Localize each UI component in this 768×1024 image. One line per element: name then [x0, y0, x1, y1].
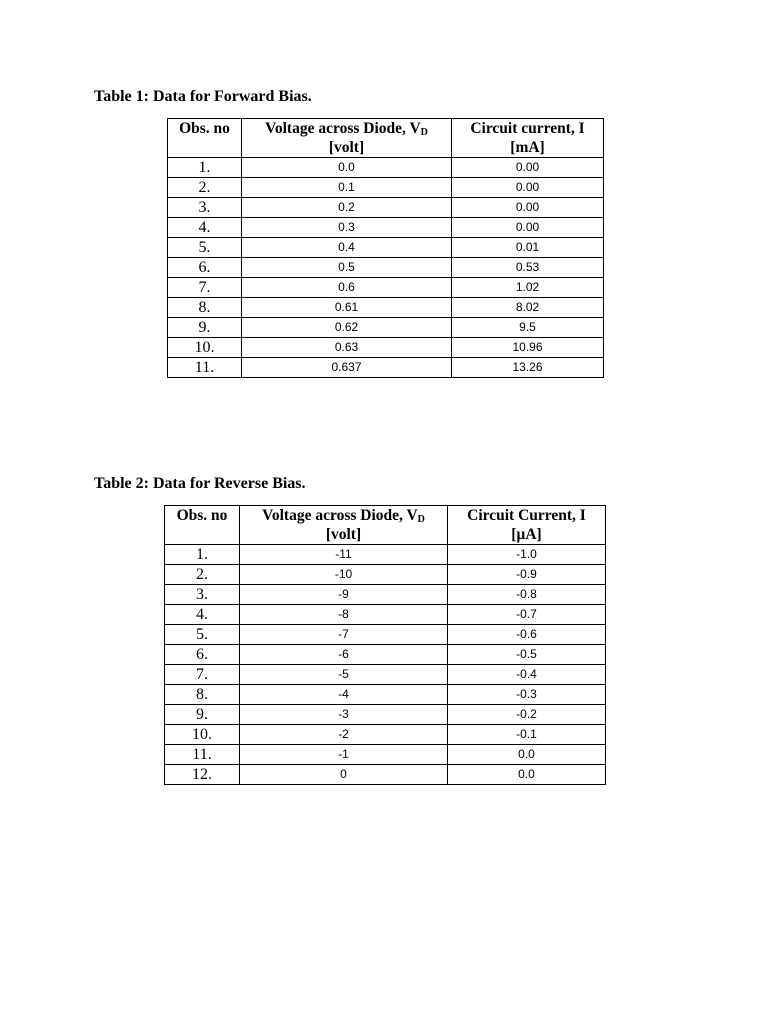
table-row [165, 705, 606, 725]
table-row [168, 278, 604, 298]
obs-no-cell: 10. [168, 338, 242, 358]
obs-no-cell: 4. [165, 605, 240, 625]
table-row [165, 725, 606, 745]
forward-bias-table [167, 118, 604, 378]
current-cell: 0.0 [448, 745, 606, 765]
obs-no-cell: 3. [165, 585, 240, 605]
current-cell: -0.8 [448, 585, 606, 605]
obs-no-cell: 8. [168, 298, 242, 318]
table-row [168, 258, 604, 278]
table-header-row [168, 119, 604, 158]
voltage-cell: -10 [240, 565, 448, 585]
current-cell: 13.26 [452, 358, 604, 378]
voltage-cell: 0.637 [242, 358, 452, 378]
current-cell: 0.00 [452, 198, 604, 218]
obs-no-cell: 9. [168, 318, 242, 338]
voltage-cell: 0.1 [242, 178, 452, 198]
obs-no-cell: 6. [168, 258, 242, 278]
current-cell: 1.02 [452, 278, 604, 298]
current-cell: 8.02 [452, 298, 604, 318]
obs-no-header [168, 119, 242, 158]
voltage-cell: 0.6 [242, 278, 452, 298]
table-row [165, 765, 606, 785]
current-cell: 0.00 [452, 218, 604, 238]
table-row [165, 585, 606, 605]
current-cell: -0.5 [448, 645, 606, 665]
voltage-cell: -3 [240, 705, 448, 725]
table-row [168, 198, 604, 218]
current-cell: 9.5 [452, 318, 604, 338]
voltage-header [240, 506, 448, 545]
voltage-cell: 0.61 [242, 298, 452, 318]
table-row [165, 645, 606, 665]
obs-no-cell: 11. [168, 358, 242, 378]
obs-no-cell: 11. [165, 745, 240, 765]
current-cell: -0.1 [448, 725, 606, 745]
table-row [165, 565, 606, 585]
table-row [168, 238, 604, 258]
table1-caption: Table 1: Data for Forward Bias. [94, 88, 312, 105]
table-row [168, 318, 604, 338]
voltage-header-unit: [volt] [325, 526, 362, 543]
voltage-header [242, 119, 452, 158]
table-row [165, 745, 606, 765]
voltage-cell: -11 [240, 545, 448, 565]
voltage-cell: 0.2 [242, 198, 452, 218]
voltage-header-subscript: D [420, 127, 428, 138]
obs-no-cell: 7. [168, 278, 242, 298]
obs-no-cell: 6. [165, 645, 240, 665]
current-cell: 0.00 [452, 178, 604, 198]
current-header-unit: [mA] [510, 139, 545, 156]
table-row [168, 338, 604, 358]
table-row [165, 545, 606, 565]
voltage-header-label: Voltage across Diode, V [265, 120, 421, 137]
voltage-cell: -6 [240, 645, 448, 665]
current-cell: -1.0 [448, 545, 606, 565]
table-row [168, 158, 604, 178]
voltage-cell: -1 [240, 745, 448, 765]
table-row [165, 665, 606, 685]
forward-bias-table-body [168, 158, 604, 378]
current-cell: -0.9 [448, 565, 606, 585]
obs-no-cell: 1. [165, 545, 240, 565]
voltage-cell: -9 [240, 585, 448, 605]
obs-no-header-label: Obs. no [179, 120, 230, 137]
current-cell: 0.01 [452, 238, 604, 258]
voltage-cell: 0.4 [242, 238, 452, 258]
obs-no-cell: 2. [168, 178, 242, 198]
table-row [168, 178, 604, 198]
current-header-label: Circuit Current, I [467, 507, 586, 524]
voltage-header-label: Voltage across Diode, V [262, 507, 418, 524]
obs-no-cell: 5. [165, 625, 240, 645]
current-header [452, 119, 604, 158]
table-row [165, 605, 606, 625]
obs-no-cell: 8. [165, 685, 240, 705]
table-row [168, 298, 604, 318]
voltage-cell: -8 [240, 605, 448, 625]
voltage-cell: 0.62 [242, 318, 452, 338]
obs-no-cell: 9. [165, 705, 240, 725]
voltage-cell: 0.63 [242, 338, 452, 358]
obs-no-header-label: Obs. no [176, 507, 228, 524]
obs-no-cell: 5. [168, 238, 242, 258]
current-header-unit: [µA] [511, 526, 542, 543]
voltage-header-unit: [volt] [328, 139, 365, 156]
voltage-cell: 0.5 [242, 258, 452, 278]
obs-no-cell: 12. [165, 765, 240, 785]
voltage-cell: 0.3 [242, 218, 452, 238]
voltage-cell: 0.0 [242, 158, 452, 178]
table2-caption: Table 2: Data for Reverse Bias. [94, 475, 306, 492]
obs-no-cell: 10. [165, 725, 240, 745]
obs-no-cell: 1. [168, 158, 242, 178]
voltage-cell: -7 [240, 625, 448, 645]
voltage-cell: -4 [240, 685, 448, 705]
obs-no-cell: 7. [165, 665, 240, 685]
current-cell: -0.4 [448, 665, 606, 685]
reverse-bias-table-body [165, 545, 606, 785]
obs-no-cell: 2. [165, 565, 240, 585]
current-cell: -0.3 [448, 685, 606, 705]
current-cell: -0.7 [448, 605, 606, 625]
obs-no-header [165, 506, 240, 545]
current-cell: 0.53 [452, 258, 604, 278]
current-cell: 0.0 [448, 765, 606, 785]
current-cell: -0.2 [448, 705, 606, 725]
voltage-header-subscript: D [417, 514, 425, 525]
current-header [448, 506, 606, 545]
voltage-cell: -2 [240, 725, 448, 745]
obs-no-cell: 4. [168, 218, 242, 238]
reverse-bias-table [164, 505, 606, 785]
table-row [165, 685, 606, 705]
current-header-label: Circuit current, I [470, 120, 585, 137]
table-row [168, 358, 604, 378]
current-cell: -0.6 [448, 625, 606, 645]
table-row [165, 625, 606, 645]
table-header-row [165, 506, 606, 545]
obs-no-cell: 3. [168, 198, 242, 218]
voltage-cell: 0 [240, 765, 448, 785]
current-cell: 0.00 [452, 158, 604, 178]
current-cell: 10.96 [452, 338, 604, 358]
voltage-cell: -5 [240, 665, 448, 685]
table-row [168, 218, 604, 238]
